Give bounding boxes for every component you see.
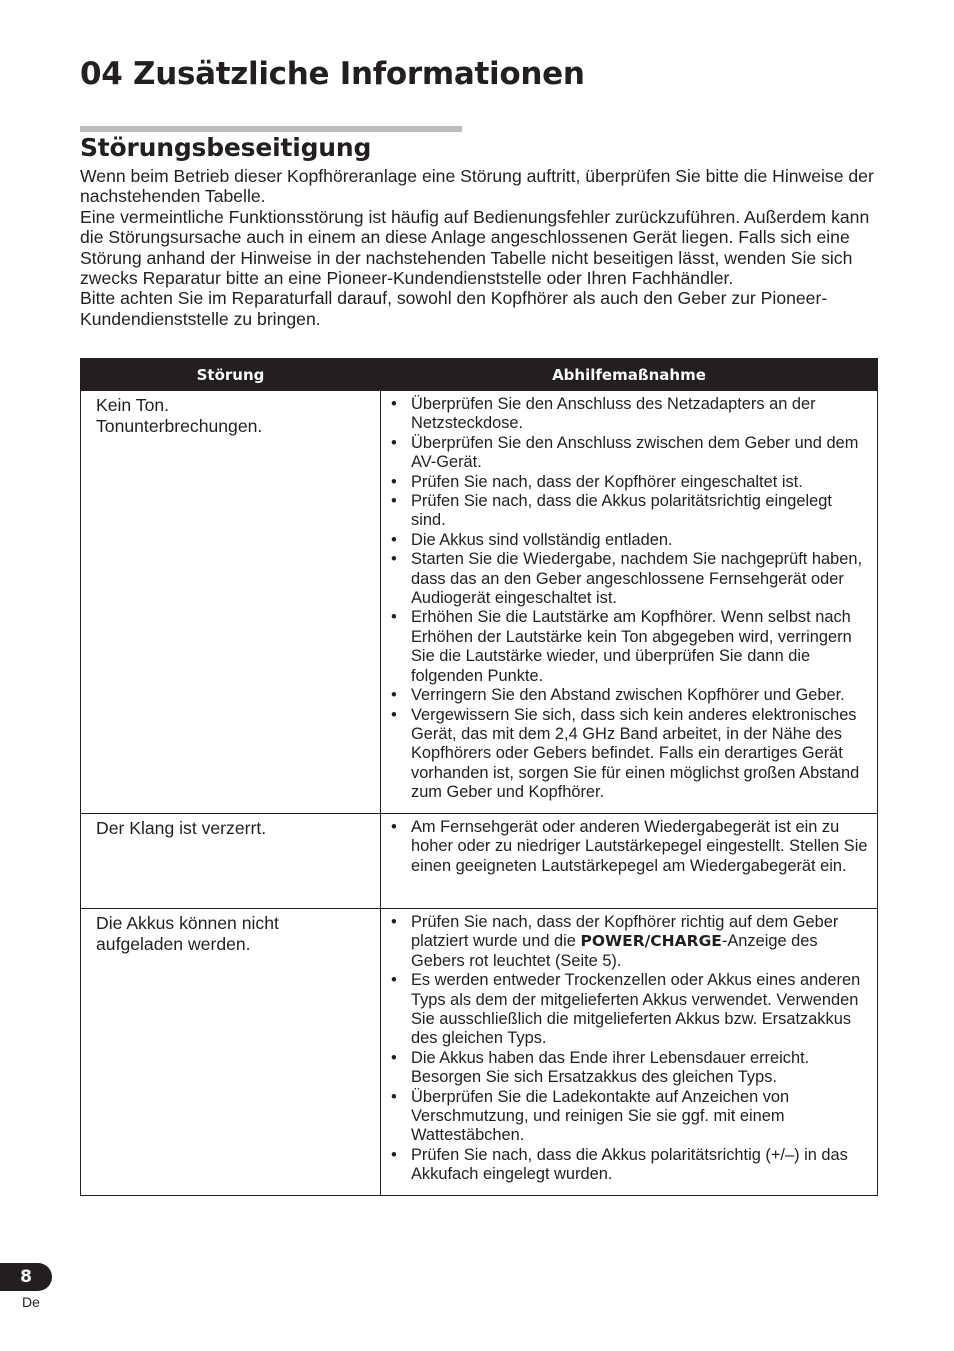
- remedy-item: • Am Fernsehgerät oder anderen Wiedergabegerät ist ein zu hoher oder zu niedriger Lautstärkepegel eingestellt. Stellen Sie einen geeigneten Lautstärkepegel am Wiedergabegerät ein.: [411, 818, 869, 876]
- remedy-item: • Prüfen Sie nach, dass der Kopfhörer eingeschaltet ist.: [411, 473, 869, 492]
- header-remedy: Abhilfemaßnahme: [381, 359, 878, 391]
- remedy-item: • Prüfen Sie nach, dass die Akkus polaritätsrichtig eingelegt sind.: [411, 492, 869, 531]
- section-title: Störungsbeseitigung: [80, 133, 372, 162]
- remedy-text: -Anzeige des Gebers rot leuchtet (Seite 5).: [411, 932, 818, 970]
- problem-text: Die Akkus können nicht aufgeladen werden.: [96, 913, 279, 954]
- remedy-item: • Die Akkus sind vollständig entladen.: [411, 531, 869, 550]
- language-code: De: [22, 1294, 40, 1310]
- remedy-item: • Es werden entweder Trockenzellen oder Akkus eines anderen Typs als dem der mitgelieferten Akkus verwendet. Verwenden Sie ausschließlich die mitgelieferten Akkus bzw. Ersatzakkus des gleichen Typs.: [411, 971, 869, 1049]
- table-row: [81, 391, 878, 814]
- problem-cell: [81, 391, 381, 814]
- remedy-item: • Überprüfen Sie die Ladekontakte auf Anzeichen von Verschmutzung, und reinigen Sie sie ggf. mit einem Wattestäbchen.: [411, 1088, 869, 1146]
- table-row: [81, 814, 878, 909]
- intro-paragraph: Eine vermeintliche Funktionsstörung ist häufig auf Bedienungsfehler zurückzuführen. Außerdem kann die Störungsursache auch in einem an diese Anlage angeschlossenen Gerät liegen. Falls sich eine Störung anhand der Hinweise in der nachstehenden Tabelle nicht beseitigen lässt, wenden Sie sich zwecks Reparatur bitte an eine Pioneer-Kundendienststelle oder Ihren Fachhändler.: [80, 206, 870, 289]
- problem-cell: [81, 909, 381, 1196]
- table-row: [81, 909, 878, 1196]
- remedy-item: • Prüfen Sie nach, dass die Akkus polaritätsrichtig (+/–) in das Akkufach eingelegt wurden.: [411, 1146, 869, 1185]
- remedy-item: • Überprüfen Sie den Anschluss zwischen dem Geber und dem AV-Gerät.: [411, 434, 869, 473]
- problem-cell: [81, 814, 381, 909]
- intro-paragraph: Bitte achten Sie im Reparaturfall darauf, sowohl den Kopfhörer als auch den Geber zur Pioneer-Kundendienststelle zu bringen.: [80, 288, 828, 329]
- remedy-cell: [381, 391, 878, 814]
- section-rule: [80, 126, 462, 132]
- remedy-text: Prüfen Sie nach, dass der Kopfhörer richtig auf dem Geber platziert wurde und die: [411, 913, 839, 951]
- remedy-item: • Die Akkus haben das Ende ihrer Lebensdauer erreicht. Besorgen Sie sich Ersatzakkus des gleichen Typs.: [411, 1049, 869, 1088]
- header-problem: Störung: [81, 359, 381, 391]
- remedy-item: • Erhöhen Sie die Lautstärke am Kopfhörer. Wenn selbst nach Erhöhen der Lautstärke kein Ton abgegeben wird, verringern Sie die Lautstärke wieder, und überprüfen Sie dann die folgenden Punkte.: [411, 608, 869, 686]
- troubleshooting-table: [80, 358, 878, 1196]
- intro-text: [80, 166, 885, 329]
- chapter-title: 04 Zusätzliche Informationen: [80, 56, 585, 92]
- power-charge-label: POWER/CHARGE: [580, 932, 722, 951]
- remedy-cell: [381, 814, 878, 909]
- remedy-item: • Verringern Sie den Abstand zwischen Kopfhörer und Geber.: [411, 686, 869, 705]
- remedy-item: • Vergewissern Sie sich, dass sich kein anderes elektronisches Gerät, das mit dem 2,4 GHz Band arbeitet, in der Nähe des Kopfhörers oder Gebers befindet. Falls ein derartiges Gerät vorhanden ist, sorgen Sie für einen möglichst großen Abstand zum Geber und Kopfhörer.: [411, 706, 869, 803]
- problem-text: Tonunterbrechungen.: [96, 415, 263, 436]
- remedy-item: • Starten Sie die Wiedergabe, nachdem Sie nachgeprüft haben, dass das an den Geber angeschlossene Fernsehgerät oder Audiogerät eingeschaltet ist.: [411, 550, 869, 608]
- remedy-item: • Überprüfen Sie den Anschluss des Netzadapters an der Netzsteckdose.: [411, 395, 869, 434]
- problem-text: Kein Ton.: [96, 395, 170, 415]
- intro-paragraph: Wenn beim Betrieb dieser Kopfhöreranlage eine Störung auftritt, überprüfen Sie bitte die Hinweise der nachstehenden Tabelle.: [80, 166, 874, 207]
- remedy-cell: [381, 909, 878, 1196]
- remedy-item: [411, 913, 869, 971]
- page-number-badge: 8: [0, 1263, 52, 1291]
- problem-text: Der Klang ist verzerrt.: [96, 818, 267, 838]
